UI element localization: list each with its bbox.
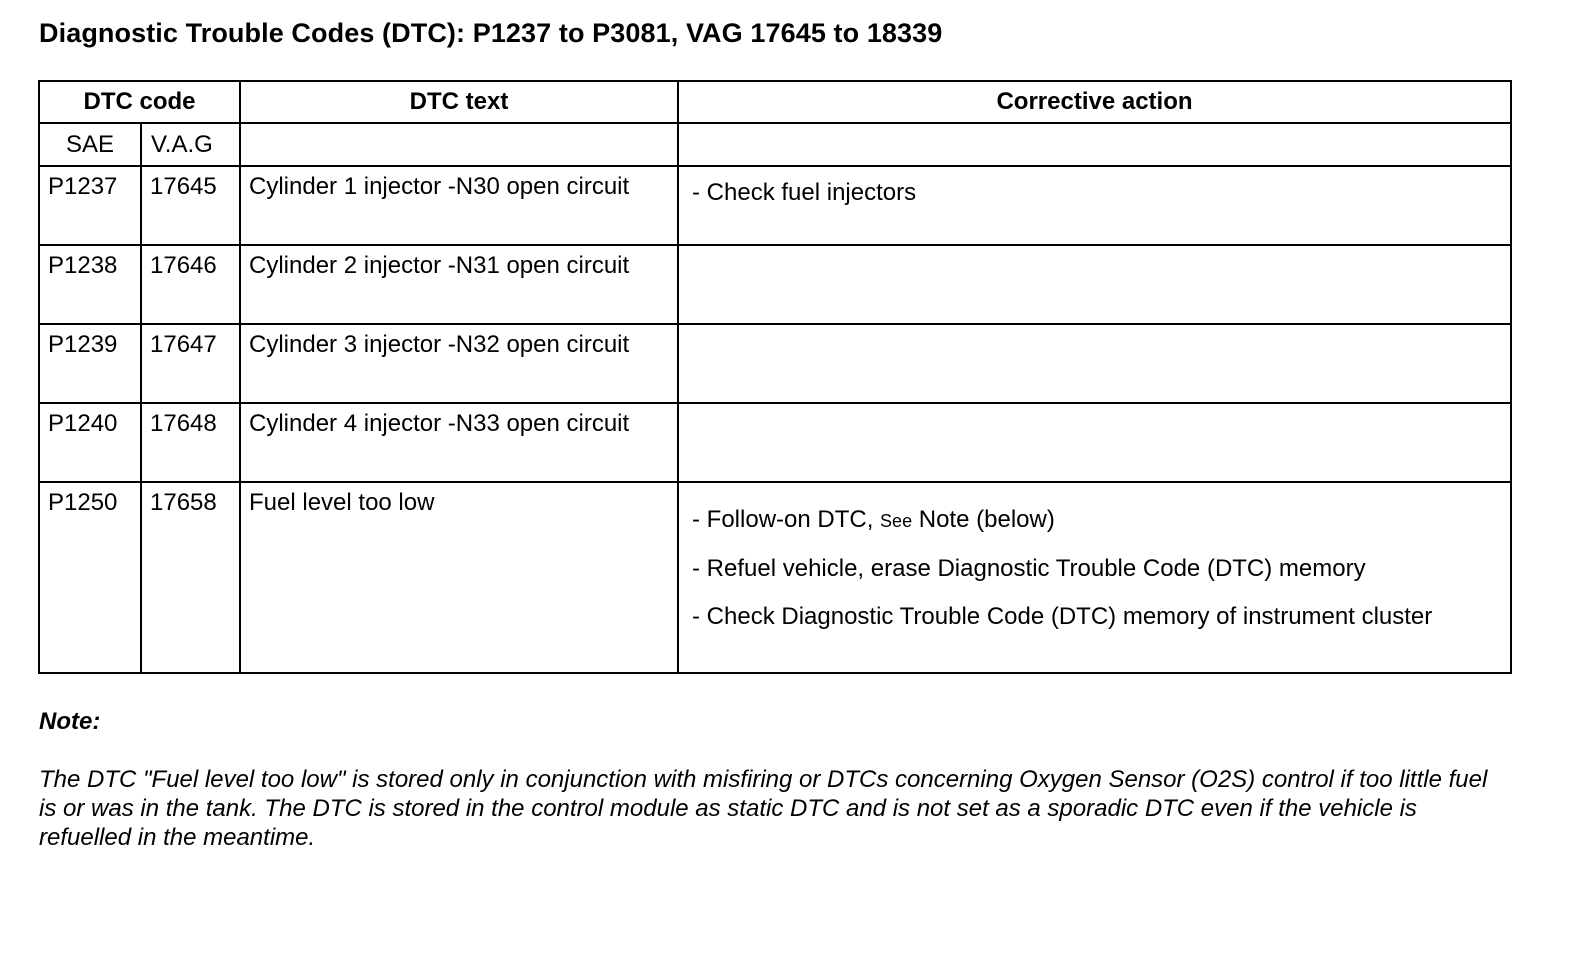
subheader-sae: SAE [39,123,141,166]
vag-code-cell: 17648 [141,403,240,482]
action-check-cluster-memory: - Check Diagnostic Trouble Code (DTC) memory of instrument cluster [692,603,1433,630]
sae-code-cell: P1239 [39,324,141,403]
follow-on-prefix: - Follow-on DTC, [692,506,874,533]
dtc-text-cell: Fuel level too low [240,482,678,673]
sae-code-cell: P1237 [39,166,141,245]
table-row [39,166,1511,245]
action-check-injectors: - Check fuel injectors [692,179,917,206]
note-label: Note: [39,708,101,735]
table-header-row [39,81,1511,123]
subheader-vag: V.A.G [141,123,240,166]
table-subheader-row [39,123,1511,166]
vag-code-cell: 17647 [141,324,240,403]
dtc-text-cell: Cylinder 4 injector -N33 open circuit [240,403,678,482]
vag-code-cell: 17645 [141,166,240,245]
sae-code-cell: P1250 [39,482,141,673]
header-corrective-action: Corrective action [678,81,1511,123]
subheader-empty [240,123,678,166]
table-row [39,245,1511,324]
see-label: See [880,511,913,531]
corrective-action-cell [678,324,1511,403]
vag-code-cell: 17646 [141,245,240,324]
action-follow-on-dtc [687,505,1502,536]
note-link[interactable]: Note [918,506,970,533]
corrective-action-cell [678,166,1511,245]
page-title: Diagnostic Trouble Codes (DTC): P1237 to P3081, VAG 17645 to 18339 [39,18,943,48]
table-row [39,324,1511,403]
dtc-text-cell: Cylinder 2 injector -N31 open circuit [240,245,678,324]
vag-code-cell: 17658 [141,482,240,673]
corrective-action-cell [678,403,1511,482]
action-refuel-vehicle: - Refuel vehicle, erase Diagnostic Trouble Code (DTC) memory [692,555,1366,582]
dtc-table [38,80,1512,674]
note-text: The DTC "Fuel level too low" is stored only in conjunction with misfiring or DTCs concerning Oxygen Sensor (O2S) control if too little fuel is or was in the tank. The DTC is stored in the control module as static DTC and is not set as a sporadic DTC even if the vehicle is refuelled in the meantime. [39,766,1488,851]
dtc-text-cell: Cylinder 1 injector -N30 open circuit [240,166,678,245]
corrective-action-cell [678,245,1511,324]
sae-code-cell: P1238 [39,245,141,324]
dtc-text-cell: Cylinder 3 injector -N32 open circuit [240,324,678,403]
table-row [39,482,1511,673]
header-dtc-text: DTC text [240,81,678,123]
table-row [39,403,1511,482]
subheader-empty [678,123,1511,166]
header-dtc-code: DTC code [39,81,240,123]
follow-on-suffix: (below) [976,506,1055,533]
sae-code-cell: P1240 [39,403,141,482]
corrective-action-cell [678,482,1511,673]
